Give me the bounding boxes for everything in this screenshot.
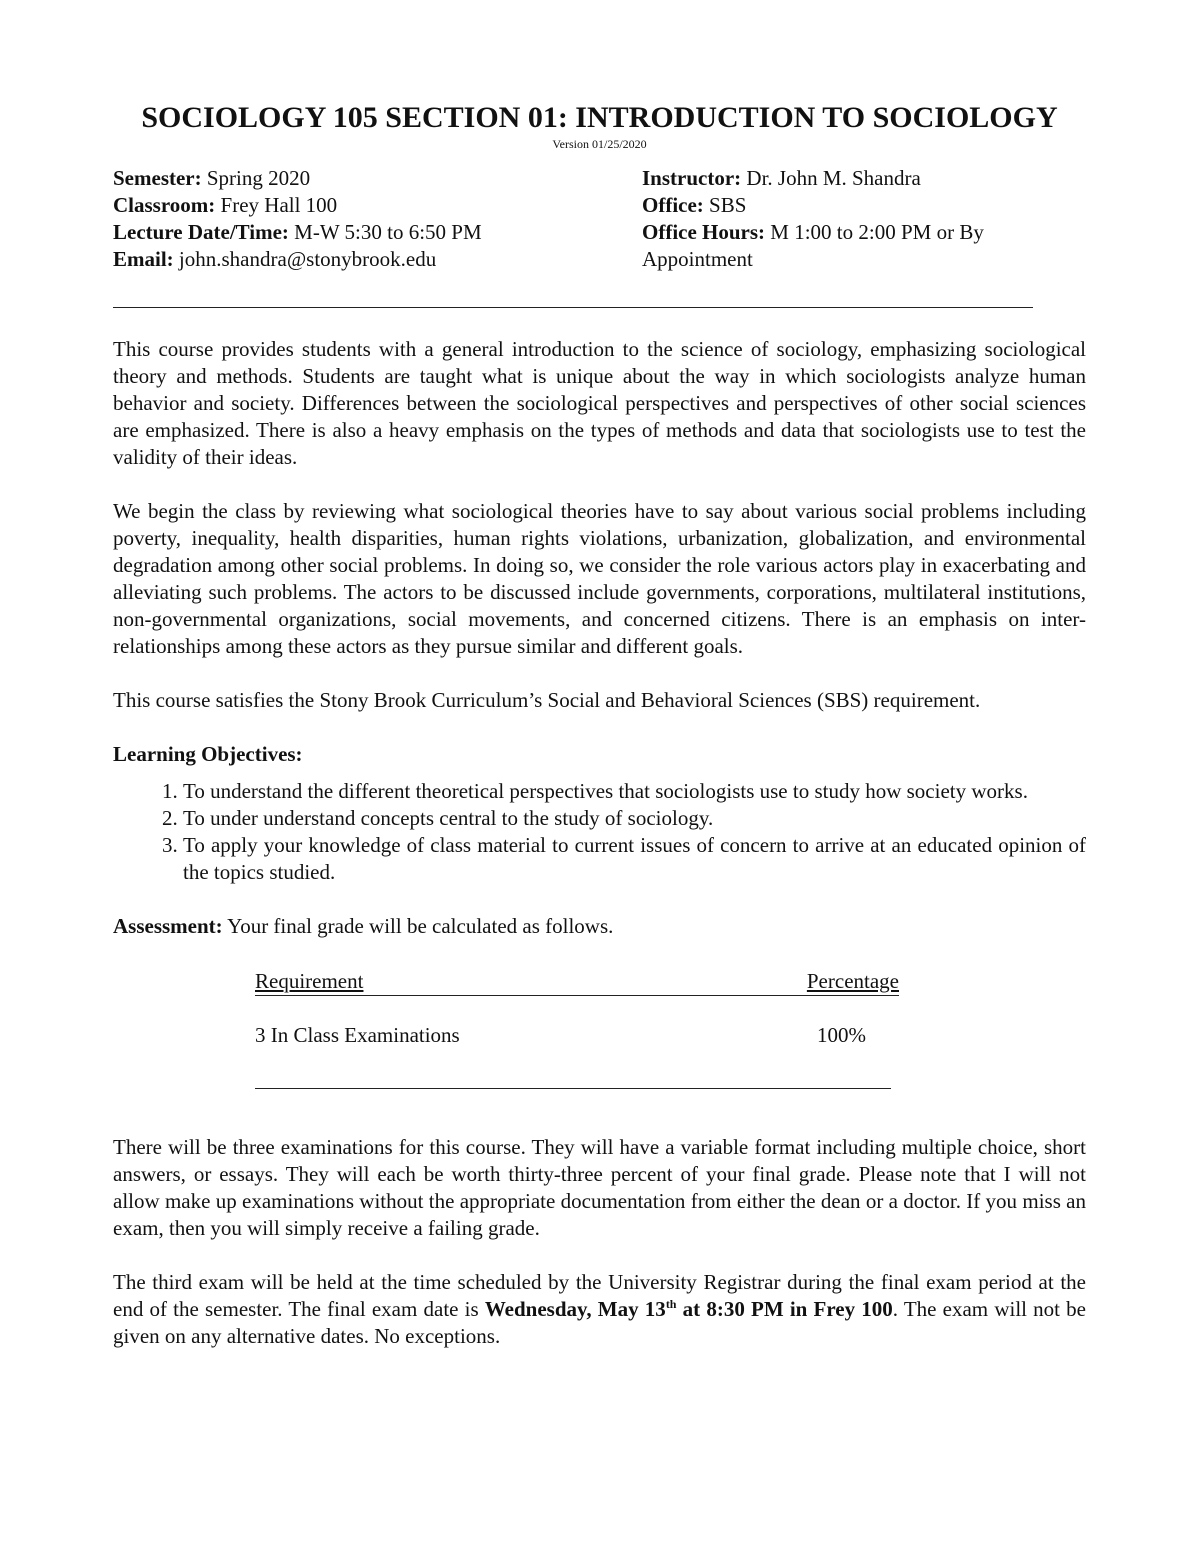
version-label: Version 01/25/2020 <box>552 137 647 151</box>
lecture-time-label: Lecture Date/Time: <box>113 220 289 244</box>
header-divider <box>113 307 1033 308</box>
table-bottom-divider <box>255 1088 891 1089</box>
requirement-header: Requirement <box>255 969 364 993</box>
assessment-line <box>113 913 1086 940</box>
final-exam-paragraph <box>113 1269 1086 1350</box>
office-hours-row <box>642 219 1042 273</box>
assessment-text: Your final grade will be calculated as follows. <box>222 914 614 938</box>
instructor-row <box>642 165 1062 192</box>
course-info <box>113 165 1086 277</box>
instructor-value: Dr. John M. Shandra <box>741 166 921 190</box>
examinations-paragraph: There will be three examinations for this course. They will have a variable format including multiple choice, short answers, or essays. They will each be worth thirty-three percent of your final grade. Please note that I will not allow make up examinations without the appropriate documentation from either the dean or a doctor. If you miss an exam, then you will simply receive a failing grade. <box>113 1135 1086 1240</box>
classroom-row <box>113 192 633 219</box>
office-row <box>642 192 1062 219</box>
final-exam-date: Wednesday, May 13 <box>484 1297 666 1321</box>
syllabus-page <box>113 100 1086 1350</box>
learning-objectives-heading: Learning Objectives: <box>113 742 303 766</box>
percentage-header: Percentage <box>806 969 899 993</box>
course-info-left <box>113 165 633 273</box>
objective-item: 1. To understand the different theoretical perspectives that sociologists use to study how society works. <box>183 778 1086 805</box>
office-label: Office: <box>642 193 704 217</box>
office-hours-value: M 1:00 to 2:00 PM or By Appointment <box>642 220 984 271</box>
office-value: SBS <box>703 193 747 217</box>
assessment-label: Assessment: <box>113 914 223 938</box>
objective-item: 2. To under understand concepts central to the study of sociology. <box>183 805 1086 832</box>
objective-item: 3. To apply your knowledge of class material to current issues of concern to arrive at an educated opinion of the topics studied. <box>183 832 1086 886</box>
final-exam-note: . The exam will not be given on any alternative dates. No exceptions. <box>113 1297 1087 1348</box>
percentage-cell: 100% <box>817 1023 866 1047</box>
course-description: This course provides students with a general introduction to the science of sociology, emphasizing sociological theory and methods. Students are taught what is unique about the way in which sociologists analyze human behavior and society. Differences between the sociological perspectives and perspectives of other social sciences are emphasized. There is also a heavy emphasis on the types of methods and data that sociologists use to test the validity of their ideas. <box>113 337 1086 469</box>
learning-objectives-list <box>113 778 1086 886</box>
office-hours-label: Office Hours: <box>642 220 766 244</box>
final-exam-date-suffix: th <box>665 1297 677 1311</box>
final-exam-time-location: at 8:30 PM in Frey 100 <box>676 1297 893 1321</box>
email-value[interactable]: john.shandra@stonybrook.edu <box>173 247 437 271</box>
grade-table <box>255 968 899 1108</box>
instructor-label: Instructor: <box>642 166 742 190</box>
classroom-value: Frey Hall 100 <box>215 193 338 217</box>
email-label: Email: <box>113 247 174 271</box>
course-info-right <box>642 165 1062 273</box>
lecture-time-row <box>113 219 633 246</box>
grade-table-header <box>255 968 899 996</box>
classroom-label: Classroom: <box>113 193 216 217</box>
requirement-cell: 3 In Class Examinations <box>255 1023 460 1047</box>
email-row <box>113 246 633 273</box>
semester-label: Semester: <box>113 166 202 190</box>
final-exam-text: The third exam will be held at the time scheduled by the University Registrar during the final exam period at the end of the semester. The final exam date is <box>113 1270 1086 1321</box>
course-overview: We begin the class by reviewing what sociological theories have to say about various social problems including poverty, inequality, health disparities, human rights violations, urbanization, globalization, and environmental degradation among other social problems. In doing so, we consider the role various actors play in exacerbating and alleviating such problems. The actors to be discussed include governments, corporations, multilateral institutions, non-governmental organizations, social movements, and concerned citizens. There is an emphasis on inter-relationships among these actors as they pursue similar and different goals. <box>113 499 1086 658</box>
lecture-time-value: M-W 5:30 to 6:50 PM <box>288 220 482 244</box>
semester-value: Spring 2020 <box>201 166 311 190</box>
sbs-requirement-note: This course satisfies the Stony Brook Curriculum’s Social and Behavioral Sciences (SBS) requirement. <box>113 688 981 712</box>
semester-row <box>113 165 633 192</box>
document-title: SOCIOLOGY 105 SECTION 01: INTRODUCTION TO SOCIOLOGY <box>141 101 1058 134</box>
table-row <box>255 1022 899 1049</box>
